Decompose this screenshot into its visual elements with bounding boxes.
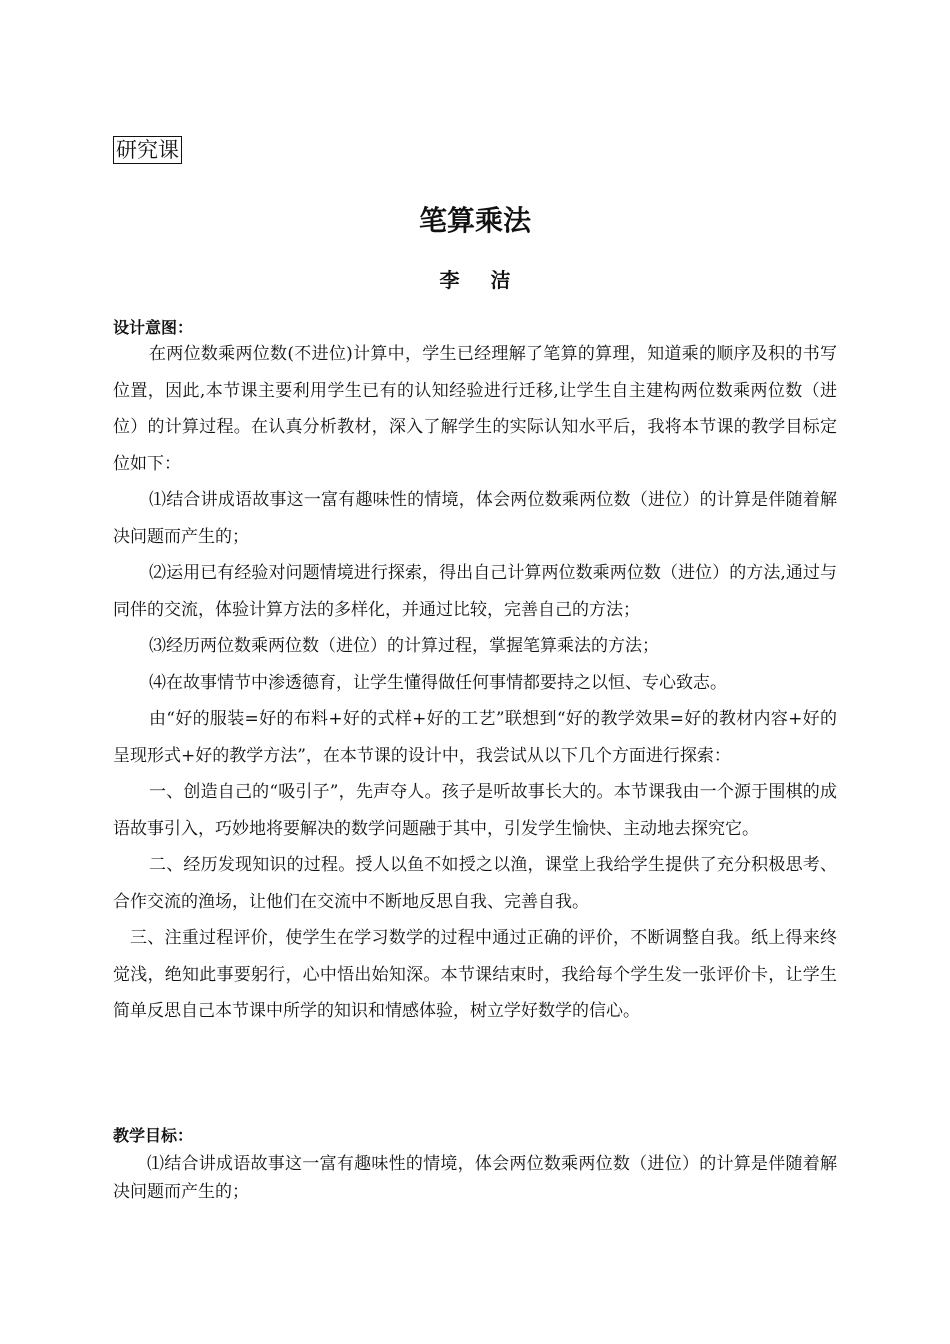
objective-item-2: ⑵运用已有经验对问题情境进行探索，得出自己计算两位数乘两位数（进位）的方法,通过与同伴的交流，体验计算方法的多样化，并通过比较，完善自己的方法；: [113, 563, 837, 620]
design-intent-body: [113, 336, 837, 1030]
document-title: 笔算乘法: [418, 204, 531, 237]
author-name: 李 洁: [439, 268, 523, 292]
lesson-type-tag: 研究课: [113, 136, 182, 164]
design-intent-heading: 设计意图：: [113, 318, 194, 337]
objective-item-3: ⑶经历两位数乘两位数（进位）的计算过程，掌握笔算乘法的方法；: [149, 636, 659, 656]
intro-paragraph: 在两位数乘两位数(不进位)计算中，学生已经理解了笔算的算理，知道乘的顺序及积的书写位置，因此,本节课主要利用学生已有的认知经验进行迁移,让学生自主建构两位数乘两位数（进位）的计算过程。在认真分析教材，深入了解学生的实际认知水平后，我将本节课的教学目标定位如下：: [113, 344, 837, 474]
teaching-goals-heading: 教学目标：: [113, 1126, 194, 1145]
approach-paragraph-1: 一、创造自己的“吸引子”，先声夺人。孩子是听故事长大的。本节课我由一个源于围棋的成语故事引入，巧妙地将要解决的数学问题融于其中，引发学生愉快、主动地去探究它。: [113, 782, 837, 839]
approach-paragraph-2: 二、经历发现知识的过程。授人以鱼不如授之以渔，课堂上我给学生提供了充分积极思考、合作交流的渔场，让他们在交流中不断地反思自我、完善自我。: [113, 855, 837, 912]
approach-paragraph-3: 三、注重过程评价，使学生在学习数学的过程中通过正确的评价，不断调整自我。纸上得来终觉浅，绝知此事要躬行，心中悟出始知深。本节课结束时，我给每个学生发一张评价卡，让学生简单反思自己本节课中所学的知识和情感体验，树立学好数学的信心。: [113, 928, 837, 1021]
objective-item-1: ⑴结合讲成语故事这一富有趣味性的情境，体会两位数乘两位数（进位）的计算是伴随着解决问题而产生的；: [113, 490, 837, 547]
analogy-paragraph: 由“好的服装=好的布料+好的式样+好的工艺”联想到“好的教学效果=好的教材内容+好的呈现形式+好的教学方法”，在本节课的设计中，我尝试从以下几个方面进行探索：: [113, 709, 837, 766]
teaching-goal-1: ⑴结合讲成语故事这一富有趣味性的情境，体会两位数乘两位数（进位）的计算是伴随着解决问题而产生的；: [113, 1154, 837, 1202]
teaching-goals-body: [113, 1150, 837, 1206]
objective-item-4: ⑷在故事情节中渗透德育，让学生懂得做任何事情都要持之以恒、专心致志。: [149, 672, 727, 693]
